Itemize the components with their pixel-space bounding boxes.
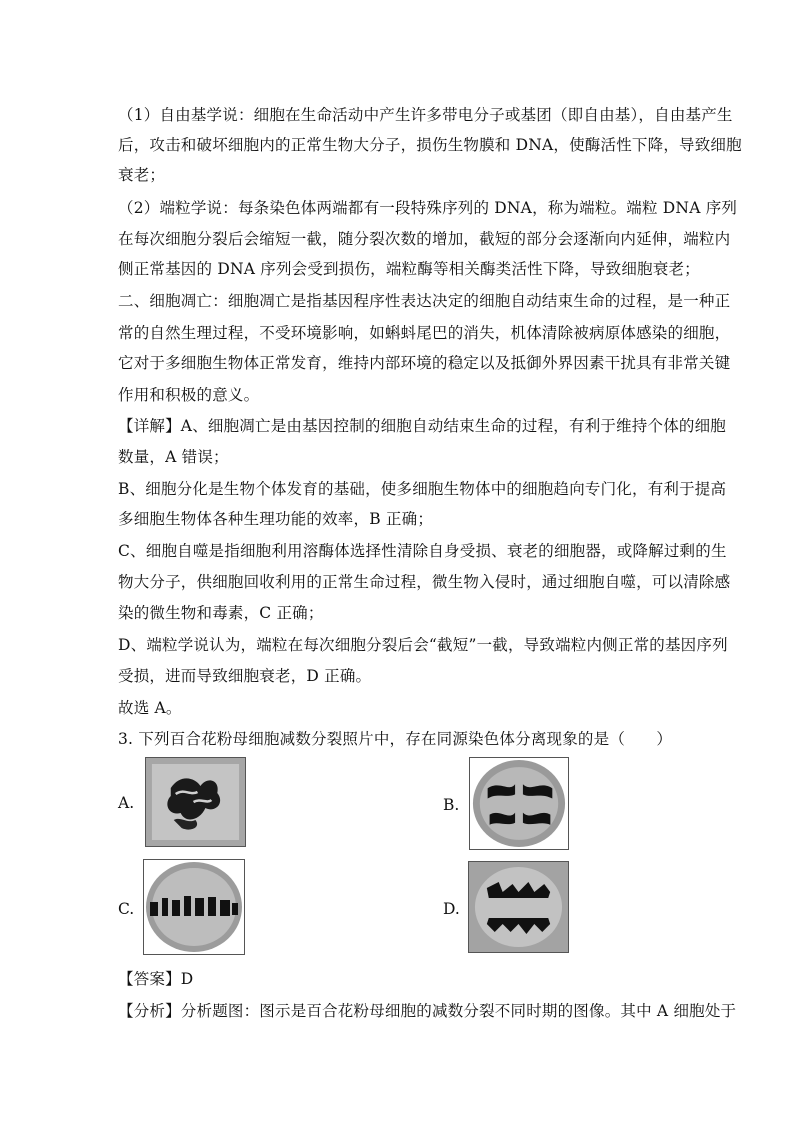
option-a-photo: [145, 757, 246, 847]
text-line: B、细胞分化是生物个体发育的基础，使多细胞生物体中的细胞趋向专门化，有利于提高: [118, 480, 727, 498]
text-line: 常的自然生理过程，不受环境影响，如蝌蚪尾巴的消失，机体清除被病原体感染的细胞，: [118, 324, 731, 342]
text-line: 衰老；: [118, 166, 166, 184]
question-3-stem: 3. 下列百合花粉母细胞减数分裂照片中，存在同源染色体分离现象的是（ ）: [118, 730, 673, 748]
text-line: 【详解】A、细胞凋亡是由基因控制的细胞自动结束生命的过程，有利于维持个体的细胞: [118, 417, 726, 435]
text-line: D、端粒学说认为，端粒在每次细胞分裂后会“截短”一截，导致端粒内侧正常的基因序列: [118, 636, 728, 654]
answer-line: 【答案】D: [118, 970, 194, 988]
option-b-label: B.: [443, 796, 460, 814]
option-b-photo: [469, 757, 569, 850]
option-d-photo: [468, 861, 569, 953]
cell-photo-b-image: [470, 758, 568, 849]
text-line: C、细胞自噬是指细胞利用溶酶体选择性清除自身受损、衰老的细胞器，或降解过剩的生: [118, 542, 727, 560]
text-line: 受损，进而导致细胞衰老，D 正确。: [118, 667, 372, 685]
cell-photo-c-image: [144, 860, 244, 954]
option-d-label: D.: [443, 900, 460, 918]
text-line: 染的微生物和毒素，C 正确；: [118, 604, 324, 622]
cell-photo-d-image: [469, 862, 568, 952]
text-line: 故选 A。: [118, 699, 182, 717]
text-line: 在每次细胞分裂后会缩短一截，随分裂次数的增加，截短的部分会逐渐向内延伸，端粒内: [118, 230, 731, 248]
text-line: （1）自由基学说：细胞在生命活动中产生许多带电分子或基团（即自由基），自由基产生: [118, 106, 733, 124]
option-a-label: A.: [118, 794, 135, 812]
option-c-label: C.: [118, 900, 135, 918]
text-line: 二、细胞凋亡：细胞凋亡是指基因程序性表达决定的细胞自动结束生命的过程，是一种正: [118, 292, 731, 310]
text-line: 作用和积极的意义。: [118, 386, 260, 404]
text-line: （2）端粒学说：每条染色体两端都有一段特殊序列的 DNA，称为端粒。端粒 DNA 序列: [118, 199, 738, 217]
cell-photo-a-image: [146, 758, 245, 846]
analysis-line: 【分析】分析题图：图示是百合花粉母细胞的减数分裂不同时期的图像。其中 A 细胞处于: [118, 1002, 737, 1020]
text-line: 数量，A 错误；: [118, 448, 229, 466]
text-line: 物大分子，供细胞回收利用的正常生命过程，微生物入侵时，通过细胞自噬，可以清除感: [118, 573, 731, 591]
text-line: 侧正常基因的 DNA 序列会受到损伤，端粒酶等相关酶类活性下降，导致细胞衰老；: [118, 260, 700, 278]
text-line: 它对于多细胞生物体正常发育，维持内部环境的稳定以及抵御外界因素干扰具有非常关键: [118, 354, 731, 372]
option-c-photo: [143, 859, 245, 955]
text-line: 多细胞生物体各种生理功能的效率，B 正确；: [118, 510, 434, 528]
text-line: 后，攻击和破坏细胞内的正常生物大分子，损伤生物膜和 DNA，使酶活性下降，导致细胞: [118, 136, 742, 154]
